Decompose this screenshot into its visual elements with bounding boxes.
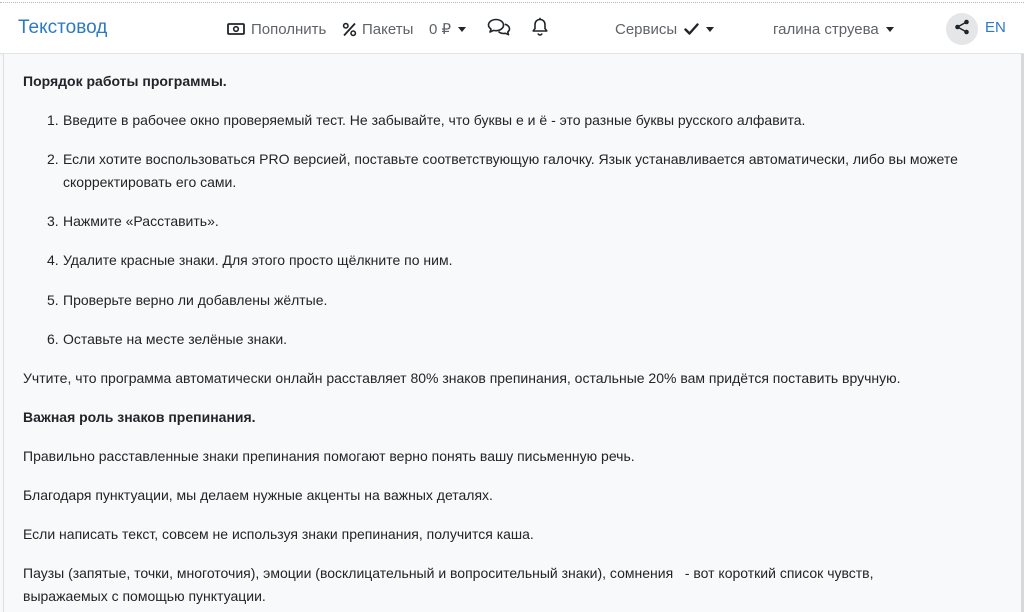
paragraph: Паузы (запятые, точки, многоточия), эмоции (восклицательный и вопросительный знаки), сомнения - вот короткий список чувств,	[23, 565, 874, 581]
list-item-number: 3.	[47, 213, 59, 229]
list-item-text: Проверьте верно ли добавлены жёлтые.	[63, 292, 328, 308]
packages-label: Пакеты	[362, 20, 414, 38]
list-item-number: 6.	[47, 331, 59, 347]
heading-order: Порядок работы программы.	[23, 73, 227, 89]
list-item-text: Введите в рабочее окно проверяемый тест. Не забывайте, что буквы е и ё - это разные буквы русского алфавита.	[63, 112, 806, 128]
list-item-number: 2.	[47, 151, 59, 167]
share-button[interactable]	[946, 13, 978, 45]
list-item-text: Удалите красные знаки. Для этого просто щёлкните по ним.	[63, 252, 453, 268]
paragraph: Благодаря пунктуации, мы делаем нужные акценты на важных деталях.	[23, 487, 493, 503]
list-item-text: Нажмите «Расставить».	[63, 213, 219, 229]
check-icon	[684, 23, 699, 35]
note-paragraph: Учтите, что программа автоматически онлайн расставляет 80% знаков препинания, остальные 20% вам придётся поставить вручную.	[23, 370, 901, 386]
list-item-number: 5.	[47, 292, 59, 308]
list-item-text: Если хотите воспользоваться PRO версией, поставьте соответствующую галочку. Язык устанавливается автоматически, либо вы можете скорректировать его сами.	[63, 151, 958, 190]
top-navbar	[0, 5, 1024, 54]
balance-dropdown[interactable]	[429, 19, 466, 39]
chat-bubbles-icon	[487, 17, 511, 37]
bell-icon	[531, 17, 549, 37]
paragraph: Если написать текст, совсем не используя знаки препинания, получится каша.	[23, 526, 534, 542]
list-item-number: 1.	[47, 112, 59, 128]
paragraph: выражаемых с помощью пунктуации.	[23, 588, 266, 604]
chevron-down-icon	[458, 27, 466, 32]
list-item-text: Оставьте на месте зелёные знаки.	[63, 331, 288, 347]
topup-label: Пополнить	[251, 20, 327, 38]
user-name: галина струева	[773, 20, 879, 38]
language-switch-link[interactable]: EN	[985, 19, 1006, 36]
balance-value: 0 ₽	[429, 21, 452, 38]
percent-icon	[342, 22, 357, 37]
chevron-down-icon	[706, 27, 714, 32]
notifications-button[interactable]	[531, 17, 555, 37]
services-dropdown[interactable]	[615, 19, 714, 39]
paragraph: Правильно расставленные знаки препинания помогают верно понять вашу письменную речь.	[23, 448, 635, 464]
packages-link[interactable]	[342, 19, 413, 39]
cash-icon	[227, 22, 245, 36]
services-label: Сервисы	[615, 20, 678, 38]
share-icon	[954, 19, 970, 40]
user-menu-dropdown[interactable]	[773, 19, 894, 39]
heading-role: Важная роль знаков препинания.	[23, 409, 256, 425]
list-item-number: 4.	[47, 252, 59, 268]
chevron-down-icon	[886, 27, 894, 32]
topup-link[interactable]	[227, 19, 326, 39]
brand-logo-link[interactable]: Текстовод	[18, 17, 108, 38]
chat-button[interactable]	[487, 17, 517, 37]
